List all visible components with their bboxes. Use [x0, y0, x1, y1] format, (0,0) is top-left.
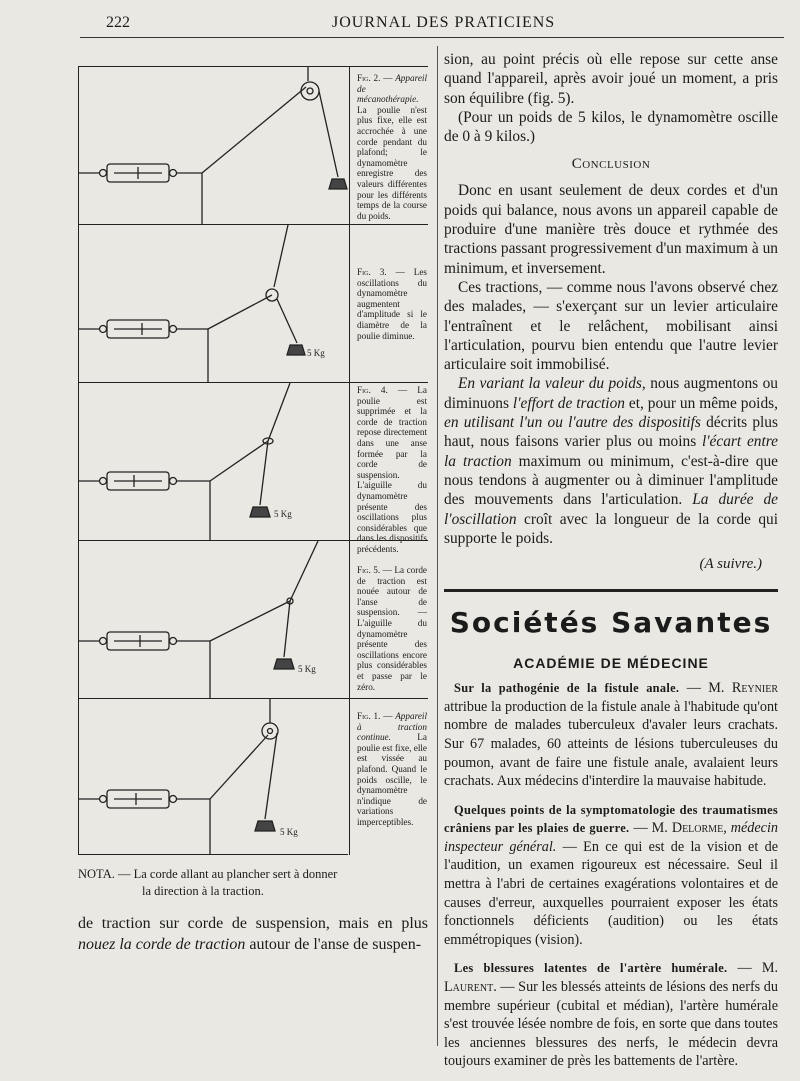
figure-caption-body: La poulie n'est plus fixe, elle est accrochée à une corde pendant du plafond; le dynamomètre enregistre des valeurs différentes pour les différents temps de la course du poids.: [357, 104, 427, 221]
figure-1-caption: Fig. 1. — Appareil à traction continue. La poulie est fixe, elle est vissée au plafond. Quand le poids oscille, le dynamomètre n'indique de variations imperceptibles.: [357, 711, 427, 827]
figure-5-drawing: [78, 541, 348, 699]
section-separator: [444, 589, 778, 592]
left-column-text: de traction sur corde de suspension, mais en plus nouez la corde de traction autour de l'anse de suspen-: [78, 915, 428, 953]
paragraph-5: En variant la valeur du poids, nous augmentons ou diminuons l'effort de traction et, pour un même poids, en utilisant l'un ou l'autre des dispositifs décrits plus haut, nous faisons varier plus ou moins l'écart entre la traction maximum ou minimum, c'est-à-dire que nous tendons à augmenter ou à diminuer l'amplitude des mouvements dans l'articulation. La durée de l'oscillation croît avec la longueur de la corde qui supporte le poids.: [444, 375, 778, 547]
figure-title: Appareil de mécanothérapie.: [357, 73, 427, 105]
weight-label: 5 Kg: [307, 348, 325, 358]
figure-4-drawing: [78, 383, 348, 541]
column-divider: [437, 46, 438, 1046]
figure-bottom-rule: [78, 854, 348, 855]
figure-plate: [78, 66, 428, 854]
figure-label: Fig. 3.: [357, 267, 387, 277]
page-header: [0, 0, 800, 34]
paragraph-4: Ces tractions, — comme nous l'avons observé chez des malades, — s'exerçant sur un levier articulaire l'entraînent et le relâchent, mobilisant ainsi l'articulation, pourvu bien entendu que l'autre levier articulaire soit immobilisé.: [444, 278, 778, 374]
figure-caption-body: Les oscillations du dynamomètre augmentent d'amplitude si le diamètre de la poulie diminue.: [357, 267, 427, 341]
figure-3-drawing: [78, 225, 348, 383]
figure-label: Fig. 2.: [357, 73, 381, 83]
figure-caption-body: La corde de traction est nouée autour de l'anse de suspension. — L'aiguille du dynamomètre présente des oscillations encore plus considérables et passe par le zéro.: [357, 565, 428, 692]
page-number: 222: [106, 14, 130, 31]
nota-line-1: NOTA. — La corde allant au plancher sert à donner: [78, 867, 338, 881]
conclusion-heading: Conclusion: [571, 156, 651, 173]
nota-line-2: la direction à la traction.: [142, 884, 264, 898]
journal-title: JOURNAL DES PRATICIENS: [332, 14, 556, 31]
figure-label: Fig. 1.: [357, 711, 381, 721]
figure-panel-2: [78, 66, 428, 225]
report-item-fistule: Sur la pathogénie de la fistule anale. — M. Reynier attribue la production de la fistule anale à l'habitude qu'ont nombre de malades tuberculeux d'avaler leurs crachats. Sur 67 malades, 60 atteints de lésions tuberculeuses du poumon, avant de faire une fistule anale, avalaient leurs crachats. Aux médecins d'interdire la mauvaise habitude.: [444, 680, 778, 790]
figure-2-caption: Fig. 2. — Appareil de mécanothérapie. La poulie n'est plus fixe, elle est accrochée à une corde pendant du plafond; le dynamomètre enregistre des valeurs différentes pour les différents temps de la course du poids.: [357, 73, 427, 221]
figure-panel-4: [78, 382, 428, 554]
report-item-traumatismes: Quelques points de la symptomatologie des traumatismes crâniens par les plaies de guerre. — M. Delorme, médecin inspecteur général. — En ce qui est de la vision et de l'audition, un examen rigoureux est nécessaire. Seul il mettra à l'abri de certaines exagérations volontaires et de causes d'erreur, auxquelles pourraient exposer les états fonctionnels déficients (audition) ou les états emmétropiques (vision).: [444, 802, 778, 948]
header-rule: [80, 37, 784, 38]
paragraph-2: (Pour un poids de 5 kilos, le dynamomètre oscille de 0 à 9 kilos.): [444, 108, 778, 146]
nota-note: [78, 866, 428, 900]
weight-label: 5 Kg: [298, 664, 316, 674]
societes-savantes-heading: Sociétés Savantes: [449, 606, 773, 640]
figure-5-caption: Fig. 5. — La corde de traction est nouée autour de l'anse de suspension. — L'aiguille du dynamomètre présente des oscillations encore plus considérables et passe par le zéro.: [357, 565, 428, 692]
figure-panel-1: [78, 698, 428, 855]
weight-label: 5 Kg: [274, 509, 292, 519]
figure-caption-body: La poulie est supprimée et la corde de traction repose directement dans une anse formée par la corde de suspension. L'aiguille du dynamomètre présente des oscillations plus considérables que dans les dispositifs précédents.: [357, 385, 427, 554]
weight-label: 5 Kg: [280, 827, 298, 837]
figure-3-caption: Fig. 3. — Les oscillations du dynamomètre augmentent d'amplitude si le diamètre de la poulie diminue.: [357, 267, 427, 341]
figure-panel-5: [78, 540, 428, 699]
figure-label: Fig. 4.: [357, 385, 388, 395]
figure-panel-3: [78, 224, 428, 383]
paragraph-1: sion, au point précis où elle repose sur cette anse quand l'appareil, après avoir joué un moment, a pris son équilibre (fig. 5).: [444, 51, 778, 107]
to-be-continued: (A suivre.): [699, 556, 762, 573]
academie-heading: ACADÉMIE DE MÉDECINE: [513, 655, 709, 672]
figure-1-drawing: [78, 699, 348, 855]
right-column: [444, 50, 778, 1081]
figure-2-drawing: [78, 67, 348, 225]
paragraph-3: Donc en usant seulement de deux cordes et d'un poids qui balance, nous avons un appareil capable de produire d'une manière très douce et rythmée des tractions passant progressivement d'un maximum à un minimum, et inversement.: [444, 182, 778, 277]
figure-caption-body: La poulie est fixe, elle est vissée au plafond. Quand le poids oscille, le dynamomètre n'indique de variations imperceptibles.: [357, 732, 427, 827]
figure-4-caption: Fig. 4. — La poulie est supprimée et la corde de traction repose directement dans une anse formée par la corde de suspension. L'aiguille du dynamomètre présente des oscillations plus considérables que dans les dispositifs précédents.: [357, 385, 427, 554]
figure-label: Fig. 5.: [357, 565, 381, 575]
figure-title: Appareil à traction continue.: [357, 711, 427, 743]
report-item-artere: Les blessures latentes de l'artère humérale. — M. Laurent. — Sur les blessés atteints de lésions des nerfs du membre supérieur (cubital et médian), l'artère humérale s'est trouvée lésée nombre de fois, en sorte que dans toutes les anciennes blessures des nerfs, le médecin devra toujours examiner de près les battements de l'artère.: [444, 960, 778, 1070]
